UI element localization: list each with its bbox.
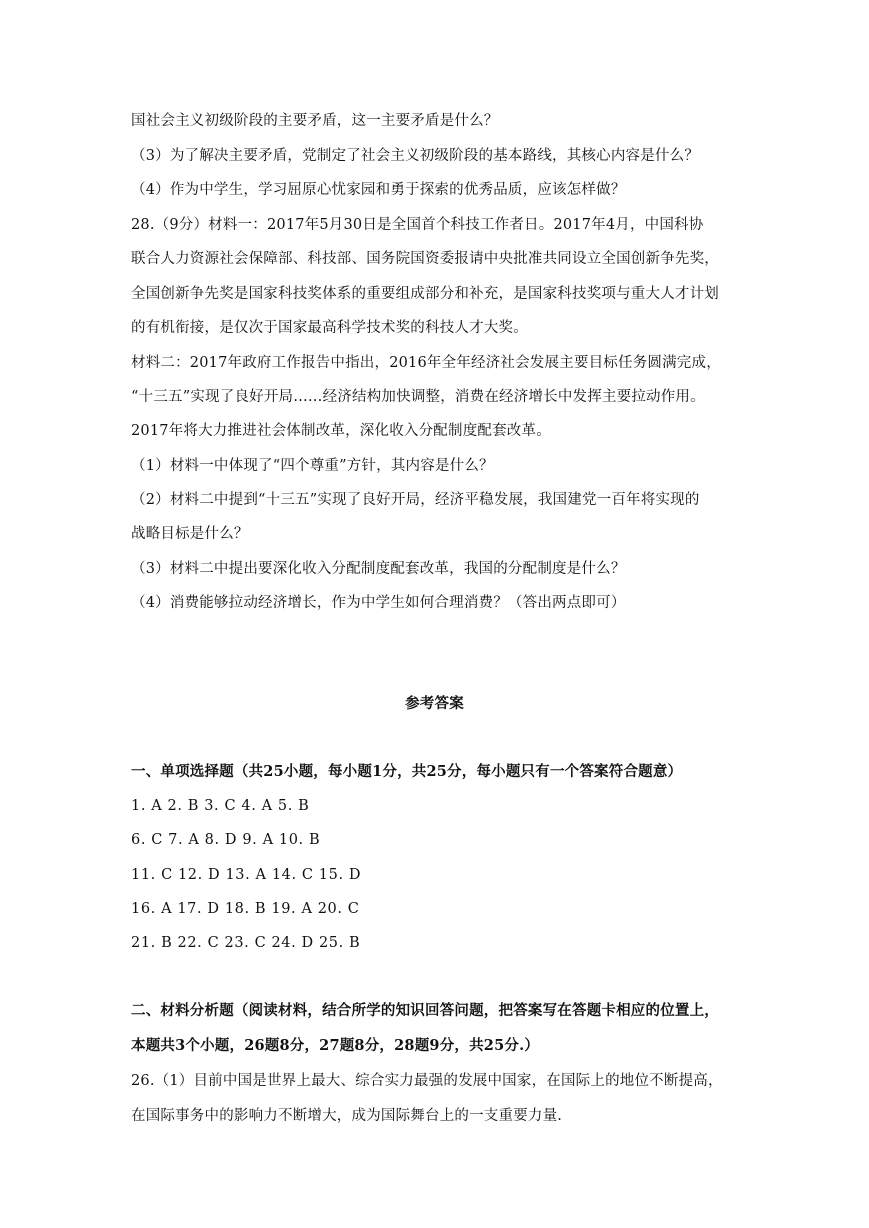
question-line: （4）作为中学生，学习屈原心忧家园和勇于探索的优秀品质，应该怎样做？ [131,182,626,198]
answer-row: 11. C 12. D 13. A 14. C 15. D [131,867,362,883]
question-line: （4）消费能够拉动经济增长，作为中学生如何合理消费？（答出两点即可） [131,595,626,611]
question-line: 联合人力资源社会保障部、科技部、国务院国资委报请中央批准共同设立全国创新争先奖， [131,251,719,267]
question-line: 2017年将大力推进社会体制改革，深化收入分配制度配套改革。 [131,423,551,439]
answer-row: 6. C 7. A 8. D 9. A 10. B [131,832,321,848]
question-line: 的有机衔接，是仅次于国家最高科学技术奖的科技人才大奖。 [131,320,528,336]
question-line: 28.（9分）材料一：2017年5月30日是全国首个科技工作者日。2017年4月，中国科协 [131,217,704,233]
question-line: 战略目标是什么？ [131,526,249,542]
answer-row: 16. A 17. D 18. B 19. A 20. C [131,901,360,917]
answer-row: 21. B 22. C 23. C 24. D 25. B [131,935,361,951]
answer-row: 1. A 2. B 3. C 4. A 5. B [131,798,310,814]
question-line: （2）材料二中提到“十三五”实现了良好开局，经济平稳发展，我国建党一百年将实现的 [131,492,700,508]
section2-heading-line1: 二、材料分析题（阅读材料，结合所学的知识回答问题，把答案写在答题卡相应的位置上， [131,1002,719,1019]
question-line: （3）材料二中提出要深化收入分配制度配套改革，我国的分配制度是什么？ [131,561,626,577]
question-line: “十三五”实现了良好开局……经济结构加快调整，消费在经济增长中发挥主要拉动作用。 [131,389,705,405]
question-line: （3）为了解决主要矛盾，党制定了社会主义初级阶段的基本路线，其核心内容是什么？ [131,148,700,164]
question-line: 全国创新争先奖是国家科技奖体系的重要组成部分和补充，是国家科技奖项与重大人才计划 [131,286,719,302]
answer-title: 参考答案 [405,695,464,712]
question-line: 国社会主义初级阶段的主要矛盾，这一主要矛盾是什么？ [131,113,499,129]
answer-text-line: 在国际事务中的影响力不断增大，成为国际舞台上的一支重要力量. [131,1108,563,1124]
section1-heading: 一、单项选择题（共25小题，每小题1分，共25分，每小题只有一个答案符合题意） [131,763,683,780]
question-line: （1）材料一中体现了“四个尊重”方针，其内容是什么？ [131,458,494,474]
section2-heading-line2: 本题共3个小题，26题8分，27题8分，28题9分，共25分.） [131,1037,540,1054]
question-line: 材料二：2017年政府工作报告中指出，2016年全年经济社会发展主要目标任务圆满完成， [131,355,721,371]
answer-text-line: 26.（1）目前中国是世界上最大、综合实力最强的发展中国家，在国际上的地位不断提高， [131,1073,723,1089]
